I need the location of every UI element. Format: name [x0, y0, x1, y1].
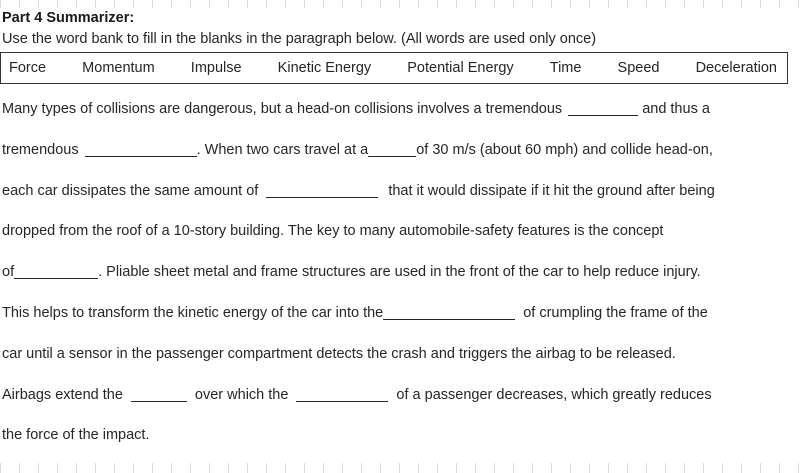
fill-blank-7[interactable]: [131, 387, 187, 402]
paragraph-text: of: [2, 264, 15, 281]
paragraph-text: dropped from the roof of a 10-story building. The key to many automobile-safety features is the concept: [2, 223, 664, 240]
fill-blank-3[interactable]: [368, 142, 416, 157]
paragraph-text: This helps to transform the kinetic energy of the car into the: [2, 304, 384, 321]
fill-blank-1[interactable]: [568, 101, 638, 116]
paragraph-text: that it would dissipate if it hit the ground after being: [388, 182, 715, 199]
paragraph-text: of a passenger decreases, which greatly reduces: [396, 386, 712, 403]
fill-blank-8[interactable]: [296, 387, 388, 402]
fill-blank-4[interactable]: [266, 183, 378, 198]
paragraph-text: Airbags extend the: [2, 386, 123, 403]
paragraph-line: [2, 183, 788, 224]
fill-blank-6[interactable]: [383, 305, 515, 320]
paragraph-text: Many types of collisions are dangerous, but a head-on collisions involves a tremendous: [2, 101, 563, 117]
word-bank-item: Impulse: [190, 60, 242, 76]
word-bank-item: Deceleration: [695, 60, 777, 76]
paragraph-line: [2, 142, 788, 183]
paragraph-line: [2, 264, 788, 305]
paragraph-line: [2, 305, 788, 346]
fill-in-paragraph: [2, 101, 788, 468]
paragraph-text: of 30 m/s (about 60 mph) and collide head-on,: [416, 141, 713, 158]
paragraph-text: each car dissipates the same amount of: [2, 182, 259, 199]
word-bank-item: Potential Energy: [407, 60, 514, 76]
paragraph-line: [2, 387, 788, 428]
paragraph-line: [2, 101, 788, 142]
word-bank-item: Time: [549, 60, 582, 76]
paragraph-text: and thus a: [642, 101, 710, 117]
instructions-text: Use the word bank to fill in the blanks in the paragraph below. (All words are used only once): [2, 31, 597, 47]
fill-blank-5[interactable]: [14, 264, 98, 279]
bottom-edge-ticks: [0, 463, 800, 473]
fill-blank-2[interactable]: [85, 142, 197, 157]
paragraph-text: . When two cars travel at a: [196, 141, 369, 158]
paragraph-text: the force of the impact.: [2, 427, 150, 444]
paragraph-text: tremendous: [2, 141, 79, 158]
paragraph-line: [2, 223, 788, 264]
word-bank: [0, 52, 788, 84]
top-edge-ticks: [0, 0, 800, 8]
section-title: Part 4 Summarizer:: [2, 10, 135, 26]
word-bank-item: Momentum: [82, 60, 155, 76]
paragraph-text: of crumpling the frame of the: [523, 304, 708, 321]
paragraph-text: . Pliable sheet metal and frame structures are used in the front of the car to help reduce injury.: [98, 264, 701, 281]
paragraph-line: [2, 346, 788, 387]
word-bank-item: Force: [9, 60, 47, 76]
paragraph-text: car until a sensor in the passenger compartment detects the crash and triggers the airbag to be released.: [2, 345, 676, 362]
word-bank-item: Speed: [617, 60, 660, 76]
paragraph-text: over which the: [194, 386, 289, 403]
word-bank-item: Kinetic Energy: [277, 60, 372, 76]
